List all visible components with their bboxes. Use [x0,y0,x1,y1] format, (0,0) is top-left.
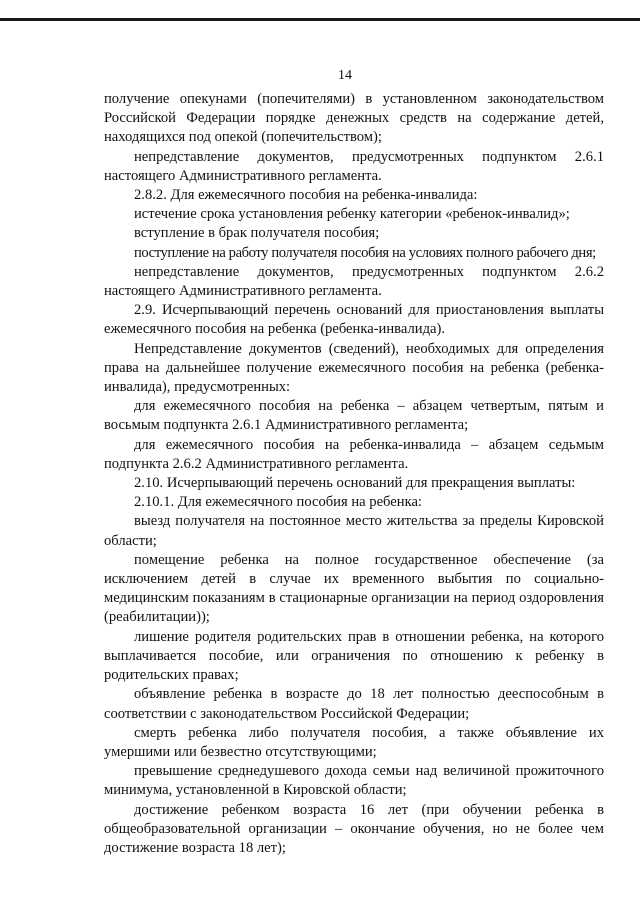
paragraph-9: Непредставление документов (сведений), необходимых для определения права на дальнейшее получение ежемесячного пособия на ребенка (ребенка-инвалида), предусмотренных: [104,340,604,396]
paragraph-10: для ежемесячного пособия на ребенка – абзацем четвертым, пятым и восьмым подпункта 2.6.1 Административного регламента; [104,398,604,434]
paragraph-3: 2.8.2. Для ежемесячного пособия на ребенка-инвалида: [134,187,478,204]
paragraph-14: выезд получателя на постоянное место жительства за пределы Кировской области; [104,513,604,549]
paragraph-8: 2.9. Исчерпывающий перечень оснований для приостановления выплаты ежемесячного пособия на ребенка (ребенка-инвалида). [104,302,604,338]
paragraph-17: объявление ребенка в возрасте до 18 лет полностью дееспособным в соответствии с законодательством Российской Федерации; [104,686,604,722]
paragraph-20: достижение ребенком возраста 16 лет (при обучении ребенка в общеобразовательной организации – окончание обучения, но не более чем достижение возраста 18 лет); [104,801,604,856]
paragraph-15: помещение ребенка на полное государственное обеспечение (за исключением детей в случае их временного выбытия по социально-медицинским показаниям в стационарные организации на период оздоровления (реабилитации)); [104,551,604,626]
paragraph-19: превышение среднедушевого дохода семьи над величиной прожиточного минимума, установленной в Кировской области; [104,763,604,799]
document-body [104,90,604,858]
paragraph-4: истечение срока установления ребенку категории «ребенок-инвалид»; [134,206,570,223]
paragraph-18: смерть ребенка либо получателя пособия, а также объявление их умершими или безвестно отсутствующими; [104,724,604,760]
paragraph-1: получение опекунами (попечителями) в установленном законодательством Российской Федерации порядке денежных средств на содержание детей, находящихся под опекой (попечительством); [104,91,604,146]
top-border-line [0,18,640,21]
paragraph-11: для ежемесячного пособия на ребенка-инвалида – абзацем седьмым подпункта 2.6.2 Административного регламента. [104,436,604,472]
paragraph-13: 2.10.1. Для ежемесячного пособия на ребенка: [134,494,422,511]
page-number: 14 [338,68,352,83]
paragraph-2: непредставление документов, предусмотренных подпунктом 2.6.1 настоящего Административного регламента. [104,148,604,184]
paragraph-12: 2.10. Исчерпывающий перечень оснований для прекращения выплаты: [134,475,576,492]
paragraph-6: поступление на работу получателя пособия на условиях полного рабочего дня; [134,244,596,261]
paragraph-5: вступление в брак получателя пособия; [134,225,380,242]
paragraph-16: лишение родителя родительских прав в отношении ребенка, на которого выплачивается пособие, или ограничения по отношению к ребенку в родительских правах; [104,628,604,684]
paragraph-7: непредставление документов, предусмотренных подпунктом 2.6.2 настоящего Административного регламента. [104,263,604,300]
